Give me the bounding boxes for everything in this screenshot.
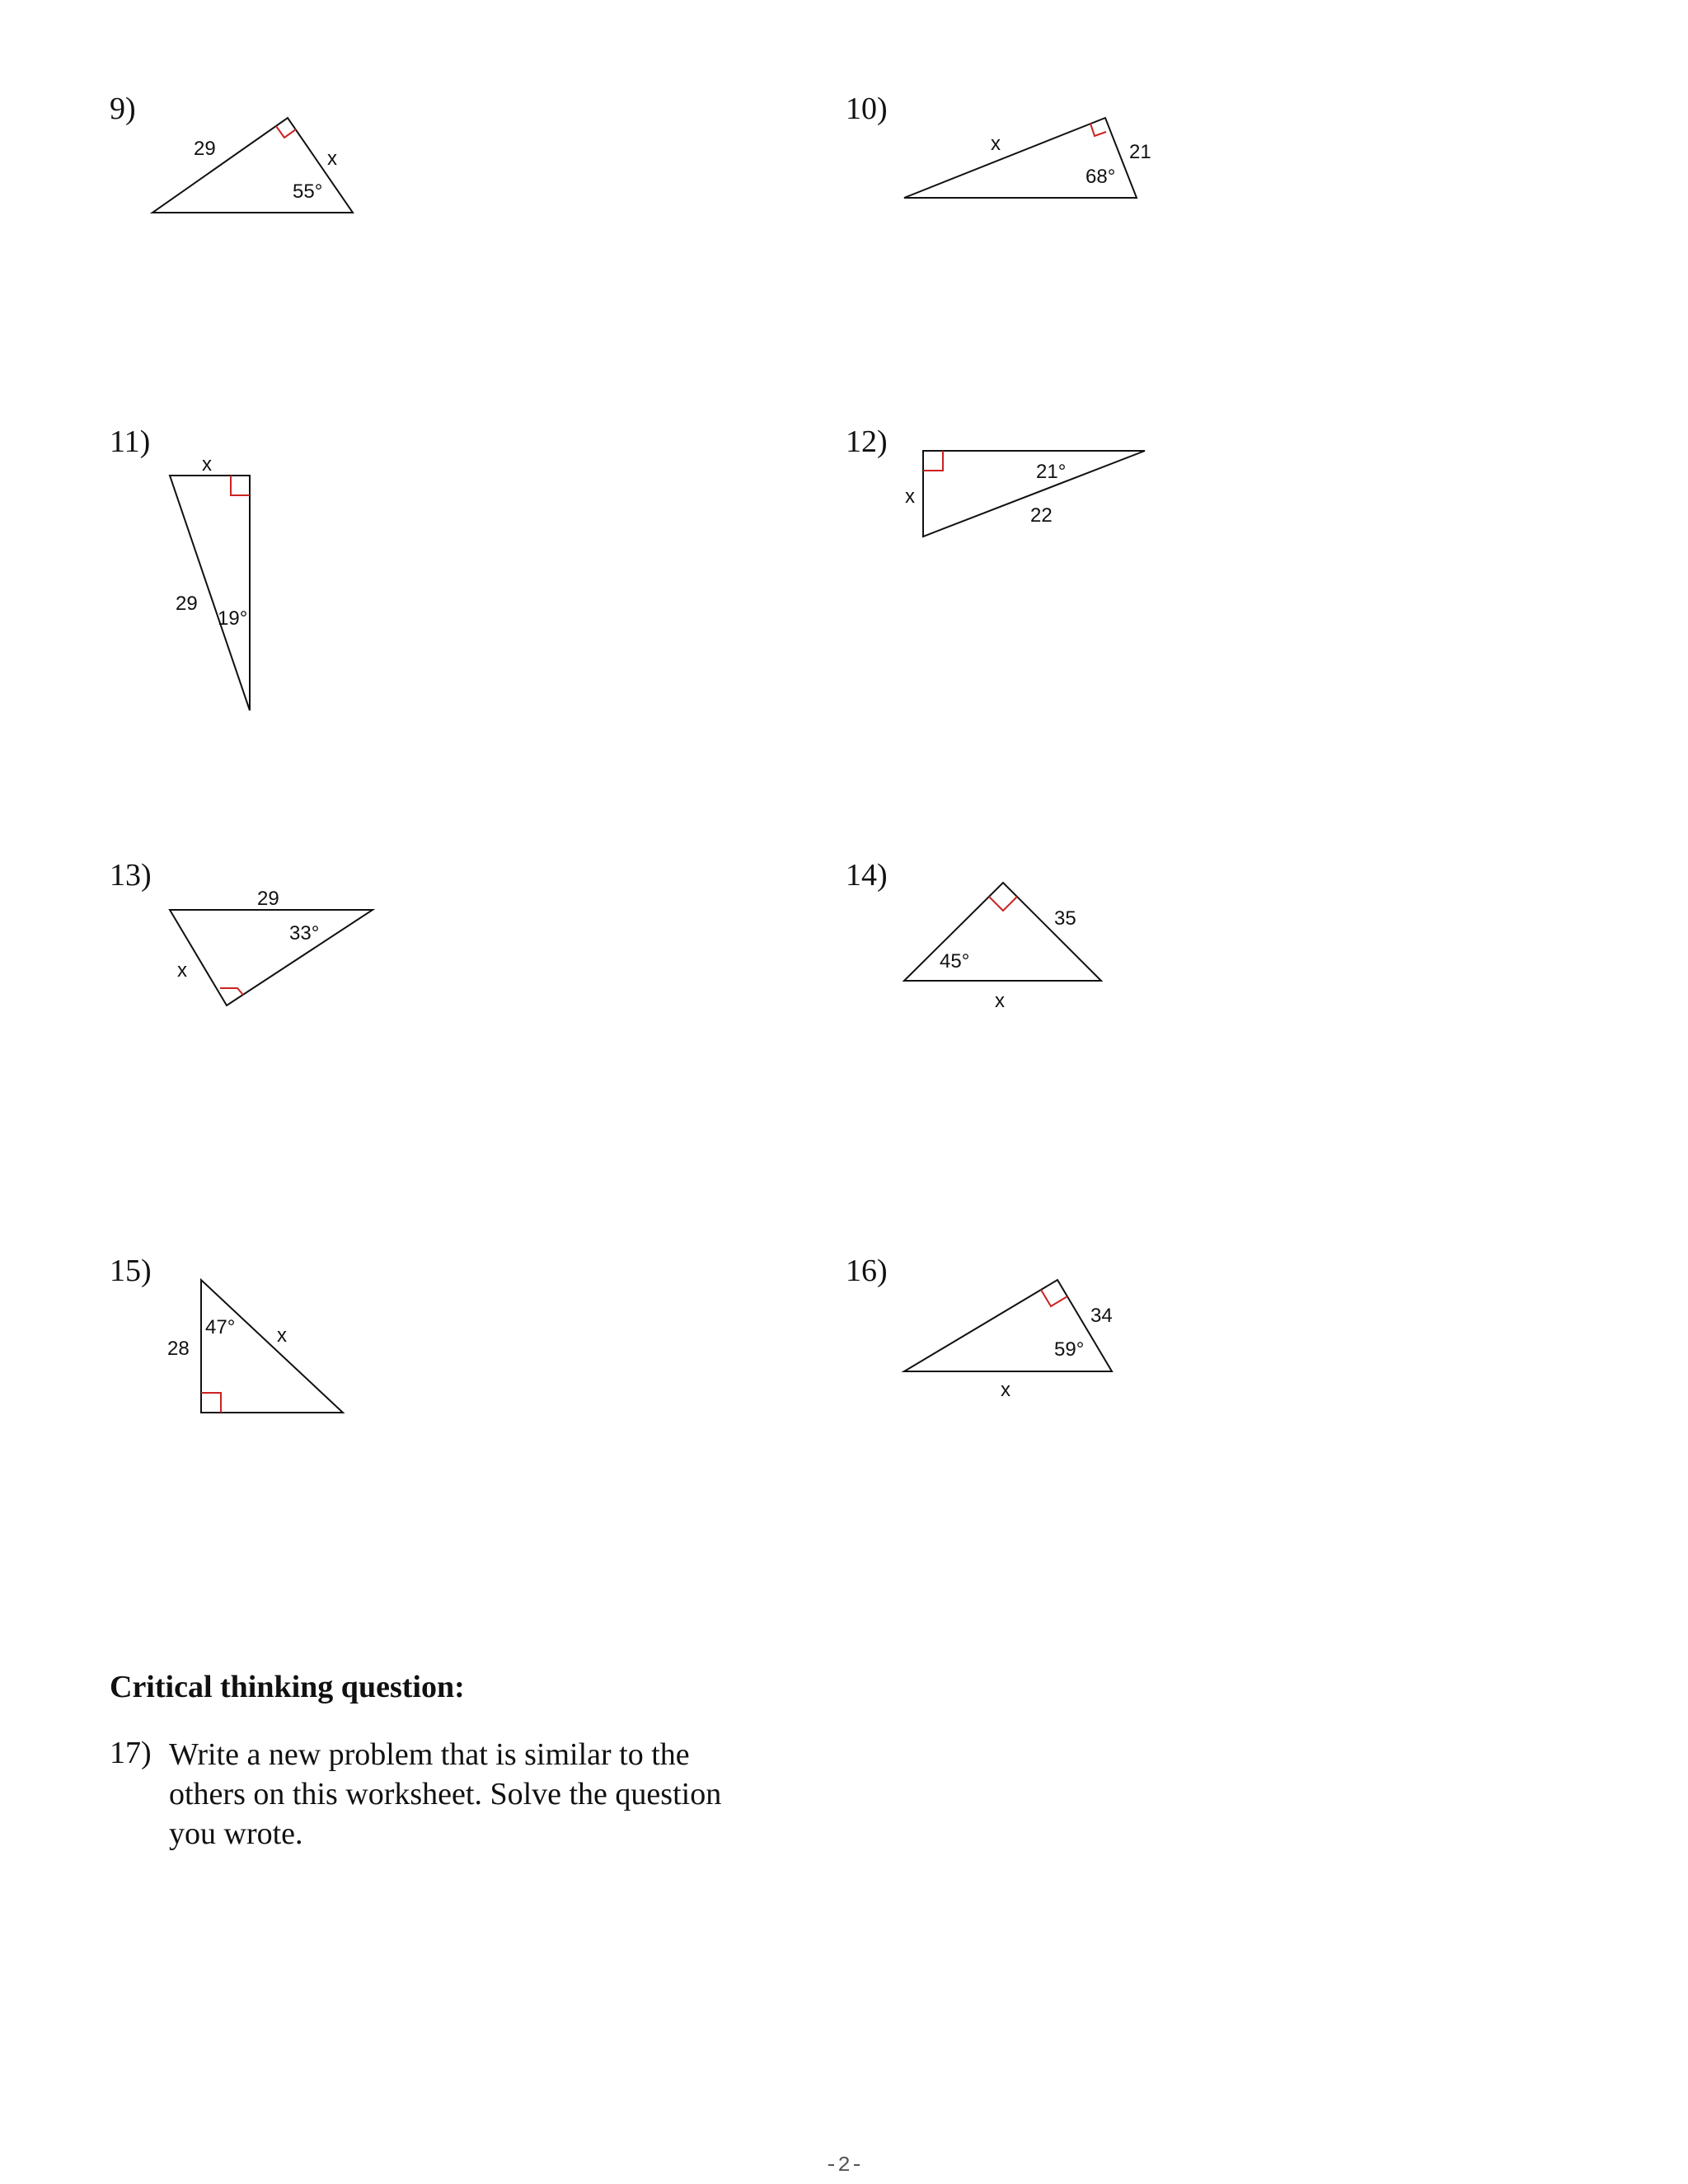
triangle-11-label-x: x bbox=[202, 453, 212, 476]
triangle-12-label-angle: 21° bbox=[1036, 461, 1067, 483]
triangle-14-label-side: 35 bbox=[1054, 907, 1076, 930]
triangle-9-label-x: x bbox=[327, 148, 337, 170]
triangle-15 bbox=[167, 1280, 343, 1413]
triangle-10-label-x: x bbox=[991, 133, 1001, 155]
triangle-16-label-side: 34 bbox=[1090, 1305, 1113, 1327]
page-number: -2- bbox=[824, 2153, 864, 2177]
problem-number-10: 10) bbox=[846, 91, 888, 126]
triangle-12 bbox=[905, 451, 1145, 537]
triangle-11-right-angle-mark bbox=[231, 476, 250, 495]
critical-thinking-heading: Critical thinking question: bbox=[110, 1670, 465, 1704]
triangle-11-label-angle: 19° bbox=[218, 607, 248, 630]
triangle-9-outline bbox=[152, 118, 353, 213]
triangle-16 bbox=[904, 1280, 1113, 1401]
triangle-13-outline bbox=[170, 910, 373, 1005]
triangle-9 bbox=[152, 118, 353, 213]
triangle-13-label-x: x bbox=[177, 959, 187, 982]
problem-number-14: 14) bbox=[846, 858, 888, 893]
triangle-12-right-angle-mark bbox=[923, 451, 943, 471]
triangle-10-label-side: 21 bbox=[1129, 141, 1151, 163]
triangle-15-label-x: x bbox=[277, 1324, 287, 1347]
triangle-16-right-angle-mark bbox=[1041, 1290, 1067, 1306]
problem-number-11: 11) bbox=[110, 424, 151, 459]
triangle-9-label-angle: 55° bbox=[293, 180, 323, 203]
triangle-9-label-hypotenuse: 29 bbox=[194, 138, 216, 160]
problem-17-text: Write a new problem that is similar to the others on this worksheet. Solve the question you wrote. bbox=[169, 1737, 722, 1851]
problem-number-9: 9) bbox=[110, 91, 136, 126]
problem-number-12: 12) bbox=[846, 424, 888, 459]
triangle-11-label-hypotenuse: 29 bbox=[176, 593, 198, 615]
triangle-9-right-angle-mark bbox=[276, 126, 296, 138]
triangle-16-label-x: x bbox=[1001, 1379, 1010, 1401]
triangle-13-label-hypotenuse: 29 bbox=[257, 888, 279, 910]
triangle-13-label-angle: 33° bbox=[289, 922, 320, 944]
triangle-11 bbox=[170, 453, 250, 710]
triangle-14-right-angle-mark bbox=[989, 897, 1017, 911]
problem-number-15: 15) bbox=[110, 1254, 152, 1288]
triangle-10 bbox=[904, 118, 1151, 198]
triangle-14 bbox=[904, 883, 1101, 1012]
triangle-15-label-side: 28 bbox=[167, 1338, 190, 1360]
triangle-14-label-x: x bbox=[995, 990, 1005, 1012]
triangle-15-outline bbox=[201, 1280, 343, 1413]
triangle-10-label-angle: 68° bbox=[1085, 166, 1116, 188]
triangle-13 bbox=[170, 888, 373, 1005]
triangle-14-label-angle: 45° bbox=[940, 950, 970, 972]
triangle-14-outline bbox=[904, 883, 1101, 981]
problem-number-16: 16) bbox=[846, 1254, 888, 1288]
problem-number-17: 17) bbox=[110, 1736, 152, 1770]
triangle-15-label-angle: 47° bbox=[205, 1316, 236, 1338]
triangle-12-label-hypotenuse: 22 bbox=[1030, 504, 1053, 527]
triangle-12-label-x: x bbox=[905, 485, 915, 508]
problem-number-13: 13) bbox=[110, 858, 152, 893]
triangle-16-label-angle: 59° bbox=[1054, 1338, 1085, 1361]
triangle-10-right-angle-mark bbox=[1090, 124, 1106, 136]
triangle-13-right-angle-mark bbox=[220, 988, 243, 995]
triangle-15-right-angle-mark bbox=[201, 1393, 221, 1413]
